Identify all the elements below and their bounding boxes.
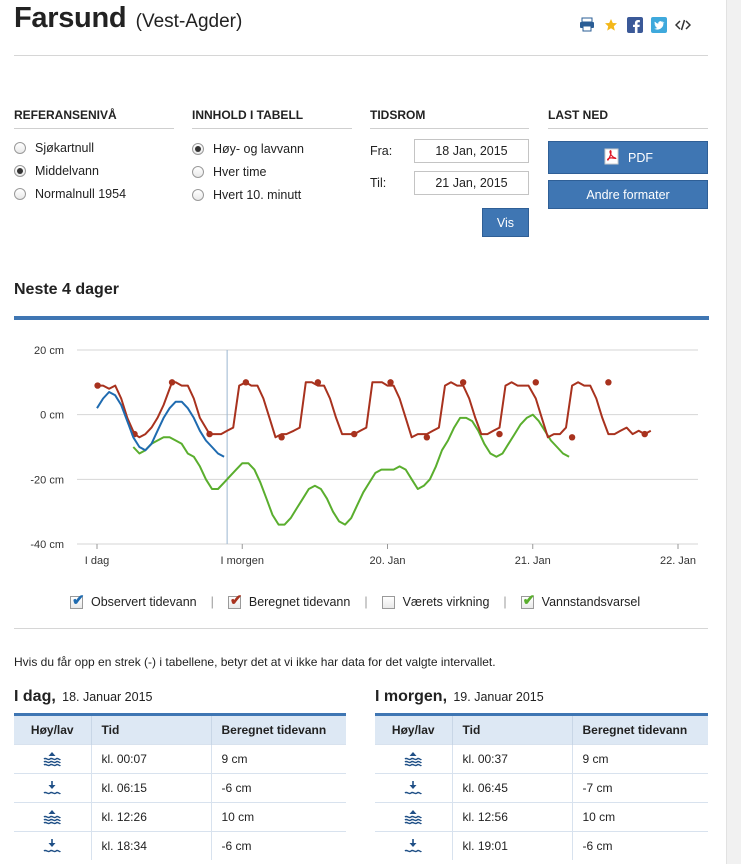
facebook-icon[interactable] — [626, 16, 643, 33]
legend-divider — [14, 628, 708, 629]
pdf-button-label: PDF — [628, 150, 653, 165]
scrollbar[interactable] — [726, 0, 741, 864]
tide-extreme-marker — [243, 379, 249, 385]
table-row — [375, 744, 708, 773]
table-header-row — [14, 716, 346, 744]
legend-item-forecast[interactable] — [521, 591, 641, 609]
legend-label: Observert tidevann — [91, 595, 197, 609]
tide-extreme-marker — [315, 379, 321, 385]
low-tide-icon — [42, 780, 62, 796]
tide-extreme-marker — [642, 431, 648, 437]
section-title: Neste 4 dager — [14, 281, 119, 298]
reference-option-label: Sjøkartnull — [35, 140, 95, 155]
value-cell: -6 cm — [211, 831, 346, 860]
tide-type-cell — [14, 831, 91, 860]
checkmark-icon: ✔ — [72, 591, 85, 609]
time-cell: kl. 19:01 — [452, 831, 572, 860]
radio-button[interactable] — [14, 188, 26, 200]
legend-label: Vannstandsvarsel — [541, 595, 641, 609]
y-tick-label: -20 cm — [30, 474, 64, 487]
table-header-row — [375, 716, 708, 744]
tomorrow-label: I morgen, — [375, 688, 448, 705]
value-cell: 9 cm — [572, 744, 708, 773]
content-option-10min[interactable] — [192, 183, 352, 206]
tide-type-cell — [375, 773, 452, 802]
high-tide-icon — [42, 809, 62, 825]
column-header: Beregnet tidevann — [211, 716, 346, 744]
legend-item-observed[interactable] — [70, 591, 197, 609]
content-option-hourly[interactable] — [192, 160, 352, 183]
timespan-heading: TIDSROM — [370, 108, 529, 129]
reference-option-sjokartnull[interactable] — [14, 136, 174, 159]
content-option-label: Hvert 10. minutt — [213, 187, 302, 202]
section-accent-bar — [14, 316, 709, 320]
reference-option-middelvann[interactable] — [14, 159, 174, 182]
column-header: Beregnet tidevann — [572, 716, 708, 744]
tide-type-cell — [375, 744, 452, 773]
low-tide-icon — [403, 780, 423, 796]
tide-extreme-marker — [351, 431, 357, 437]
to-date-input[interactable]: 21 Jan, 2015 — [414, 171, 529, 195]
today-label: I dag, — [14, 688, 56, 705]
time-cell: kl. 12:26 — [91, 802, 211, 831]
x-tick-label: 20. Jan — [369, 555, 406, 567]
content-option-label: Hver time — [213, 164, 267, 179]
table-row — [14, 831, 346, 860]
tide-extreme-marker — [496, 431, 502, 437]
from-date-input[interactable]: 18 Jan, 2015 — [414, 139, 529, 163]
content-option-label: Høy- og lavvann — [213, 141, 305, 156]
checkbox[interactable] — [70, 591, 85, 609]
toolbar — [578, 16, 691, 33]
twitter-icon[interactable] — [650, 16, 667, 33]
missing-data-note: Hvis du får opp en strek (-) i tabellene, betyr det at vi ikke har data for det valgte intervallet. — [14, 655, 496, 669]
column-header: Høy/lav — [375, 716, 452, 744]
legend-separator: | — [503, 595, 507, 609]
today-tide-table — [14, 716, 346, 860]
star-icon[interactable] — [602, 16, 619, 33]
radio-button[interactable] — [192, 166, 204, 178]
checkmark-icon: ✔ — [229, 591, 243, 609]
radio-button-selected[interactable] — [14, 165, 26, 177]
checkbox[interactable] — [228, 591, 243, 609]
column-header: Tid — [452, 716, 572, 744]
x-tick-label: 22. Jan — [659, 555, 697, 567]
download-group — [548, 108, 708, 129]
low-tide-icon — [403, 838, 423, 854]
value-cell: 9 cm — [211, 744, 346, 773]
tide-extreme-marker — [533, 379, 539, 385]
table-row — [375, 831, 708, 860]
reference-option-label: Middelvann — [35, 163, 99, 178]
reference-level-group — [14, 108, 174, 205]
tomorrow-tide-table — [375, 716, 708, 860]
from-label: Fra: — [370, 144, 393, 158]
legend-label: Beregnet tidevann — [248, 595, 351, 609]
header-divider — [14, 55, 708, 56]
calculated-tide-line — [98, 382, 651, 437]
page-title — [14, 2, 242, 35]
download-heading: LAST NED — [548, 108, 708, 129]
tide-extreme-marker — [424, 434, 430, 440]
checkmark-icon: ✔ — [522, 591, 536, 609]
tide-type-cell — [14, 802, 91, 831]
legend-item-calculated[interactable] — [228, 591, 351, 609]
reference-level-heading: REFERANSENIVÅ — [14, 108, 174, 129]
low-tide-icon — [42, 838, 62, 854]
x-tick-label: 21. Jan — [514, 555, 551, 567]
high-tide-icon — [42, 751, 62, 767]
table-row — [14, 773, 346, 802]
timespan-group — [370, 108, 529, 199]
other-formats-button[interactable]: Andre formater — [548, 180, 708, 209]
time-cell: kl. 00:37 — [452, 744, 572, 773]
tide-extreme-marker — [387, 379, 393, 385]
station-region: (Vest-Agder) — [135, 11, 243, 32]
to-label: Til: — [370, 176, 387, 190]
time-cell: kl. 12:56 — [452, 802, 572, 831]
tide-type-cell — [375, 831, 452, 860]
show-button[interactable]: Vis — [482, 208, 529, 237]
time-cell: kl. 18:34 — [91, 831, 211, 860]
high-tide-icon — [403, 751, 423, 767]
table-content-heading: INNHOLD I TABELL — [192, 108, 352, 129]
value-cell: -6 cm — [211, 773, 346, 802]
column-header: Høy/lav — [14, 716, 91, 744]
pdf-download-button[interactable] — [548, 141, 708, 174]
legend-separator: | — [210, 595, 214, 609]
station-name: Farsund — [14, 2, 127, 34]
y-tick-label: 0 cm — [40, 409, 64, 422]
x-tick-label: I dag — [84, 555, 110, 567]
reference-option-normalnull[interactable] — [14, 182, 174, 205]
tomorrow-heading — [375, 688, 544, 706]
today-heading — [14, 688, 152, 706]
tomorrow-date: 19. Januar 2015 — [453, 690, 544, 704]
column-header: Tid — [91, 716, 211, 744]
y-tick-label: 20 cm — [34, 345, 64, 357]
time-cell: kl. 06:45 — [452, 773, 572, 802]
today-date: 18. Januar 2015 — [62, 690, 153, 704]
radio-button[interactable] — [14, 142, 26, 154]
radio-button[interactable] — [192, 189, 204, 201]
time-cell: kl. 06:15 — [91, 773, 211, 802]
radio-button-selected[interactable] — [192, 143, 204, 155]
tide-extreme-marker — [169, 379, 175, 385]
observed-tide-line — [97, 392, 224, 457]
y-tick-label: -40 cm — [30, 539, 64, 551]
x-tick-label: I morgen — [220, 555, 264, 567]
tide-extreme-marker — [94, 382, 100, 388]
content-option-high-low[interactable] — [192, 137, 352, 160]
tide-extreme-marker — [278, 434, 284, 440]
chart-legend — [70, 591, 641, 609]
checkbox[interactable] — [382, 596, 395, 609]
legend-separator: | — [364, 595, 368, 609]
to-date-row — [370, 167, 529, 199]
high-tide-icon — [403, 809, 423, 825]
time-cell: kl. 00:07 — [91, 744, 211, 773]
tide-type-cell — [14, 773, 91, 802]
legend-label: Værets virkning — [402, 595, 490, 609]
pdf-icon — [603, 148, 620, 168]
table-row — [375, 773, 708, 802]
tide-type-cell — [375, 802, 452, 831]
print-icon[interactable] — [578, 16, 595, 33]
value-cell: 10 cm — [211, 802, 346, 831]
legend-item-weather-effect[interactable] — [382, 595, 490, 609]
embed-code-icon[interactable] — [674, 16, 691, 33]
tide-extreme-marker — [460, 379, 466, 385]
forecast-line — [133, 415, 569, 525]
table-row — [14, 802, 346, 831]
reference-option-label: Normalnull 1954 — [35, 186, 127, 201]
tide-extreme-marker — [605, 379, 611, 385]
tide-extreme-marker — [569, 434, 575, 440]
table-content-group — [192, 108, 352, 206]
from-date-row — [370, 135, 529, 167]
tide-chart — [14, 330, 708, 580]
value-cell: -6 cm — [572, 831, 708, 860]
value-cell: 10 cm — [572, 802, 708, 831]
table-row — [14, 744, 346, 773]
tide-extreme-marker — [206, 431, 212, 437]
tide-type-cell — [14, 744, 91, 773]
value-cell: -7 cm — [572, 773, 708, 802]
checkbox[interactable] — [521, 591, 536, 609]
table-row — [375, 802, 708, 831]
